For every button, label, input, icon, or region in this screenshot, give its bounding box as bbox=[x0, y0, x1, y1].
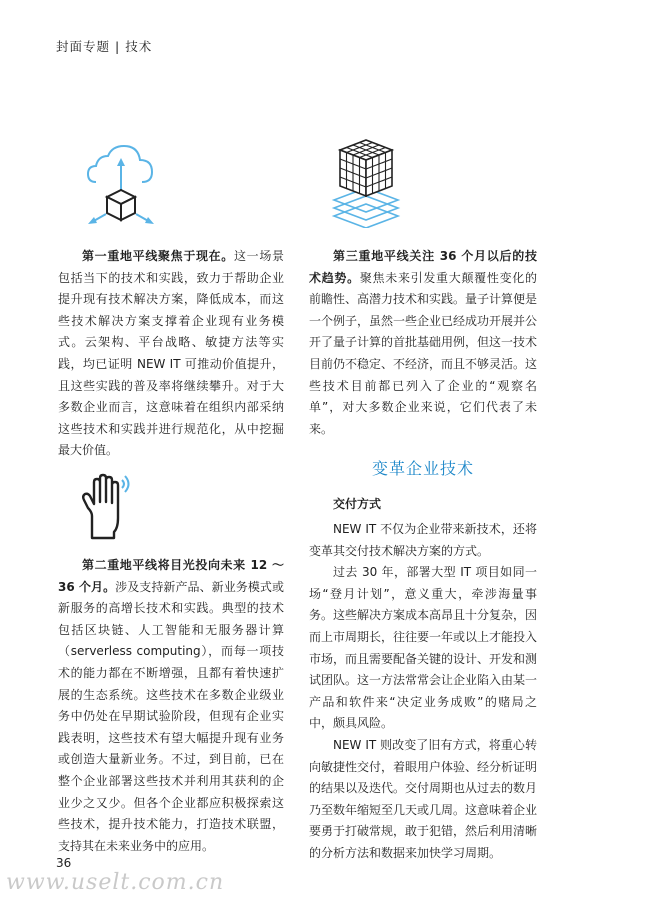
cloud-cube-icon bbox=[82, 142, 160, 228]
watermark: www.uselt.com.cn bbox=[6, 870, 225, 895]
header-divider: | bbox=[115, 39, 121, 54]
horizon-three-text: 聚焦未来引发重大颠覆性变化的前瞻性、高潜力技术和实践。量子计算便是一个例子，虽然一些企业已经成功开展并公开了量子计算的首批基础用例，但这一技术目前仍不稳定、不经济，而且不够灵活。这些技术目前都已列入了企业的“观察名单”，对大多数企业来说，它们代表了未来。 bbox=[309, 270, 538, 436]
page-number: 36 bbox=[56, 856, 72, 870]
delivery-paragraph-1: NEW IT 不仅为企业带来新技术，还将变革其交付技术解决方案的方式。 bbox=[309, 522, 537, 558]
horizon-one-text: 这一场景包括当下的技术和实践，致力于帮助企业提升现有技术解决方案，降低成本，而这些技术解决方案支撑着企业现有业务模式。云架构、平台战略、敏捷方法等实践，均已证明 NEW IT 可推动价值提升，且这些实践的普及率将继续攀升。对于大多数企业而言，这意味着在组织内部采纳这些技术和实践并进行规范化，从中挖掘最大价值。 bbox=[58, 249, 284, 458]
horizon-two-paragraph bbox=[58, 555, 284, 857]
delivery-body bbox=[309, 519, 537, 865]
header-section: 封面专题 bbox=[56, 39, 111, 54]
horizon-one-lead: 第一重地平线聚焦于现在。 bbox=[82, 249, 234, 263]
hand-wave-icon bbox=[80, 472, 132, 546]
horizon-two-lead: 第二重地平线将目光投向未来 12 ～ 36 个月。 bbox=[58, 558, 284, 594]
delivery-paragraph-3: NEW IT 则改变了旧有方式，将重心转向敏捷性交付，着眼用户体验、经分析证明的结果以及迭代。交付周期也从过去的数月乃至数年缩短至几天或几周。这意味着企业要勇于打破常规，敢于犯错，然后利用清晰的分析方法和数据来加快学习周期。 bbox=[309, 737, 538, 860]
horizon-three-lead: 第三重地平线关注 36 个月以后的技术趋势。 bbox=[309, 249, 537, 285]
header-topic: 技术 bbox=[125, 39, 153, 54]
delivery-paragraph-2: 过去 30 年，部署大型 IT 项目如同一场“登月计划”，意义重大，牵涉海量事务。这些解决方案成本高昂且十分复杂，因而上市周期长，往往要一年或以上才能投入市场，而且需要配备关键的设计、开发和测试团队。这一方法常常会让企业陷入由某一产品和软件来“决定业务成败”的赌局之中，颇具风险。 bbox=[309, 565, 538, 731]
horizon-one-paragraph bbox=[58, 246, 284, 462]
cube-grid-layers-icon bbox=[328, 136, 404, 228]
subheading-delivery: 交付方式 bbox=[333, 497, 382, 511]
horizon-two-text: 涉及支持新产品、新业务模式或新服务的高增长技术和实践。典型的技术包括区块链、人工智能和无服务器计算（serverless computing），而每一项技术的能力都在不断增强，且都有着快速扩展的生态系统。这些技术在多数企业级业务中仍处在早期试验阶段，但现有企业实践表明，这些技术有望大幅提升现有业务或创造大量新业务。不过，到目前，已在整个企业部署这些技术并利用其获利的企业少之又少。但各个企业都应积极探索这些技术，提升技术能力，打造技术联盟，支持其在未来业务中的应用。 bbox=[58, 579, 284, 853]
section-title: 变革企业技术 bbox=[371, 459, 474, 478]
horizon-three-paragraph bbox=[309, 246, 537, 440]
running-header bbox=[56, 37, 152, 55]
